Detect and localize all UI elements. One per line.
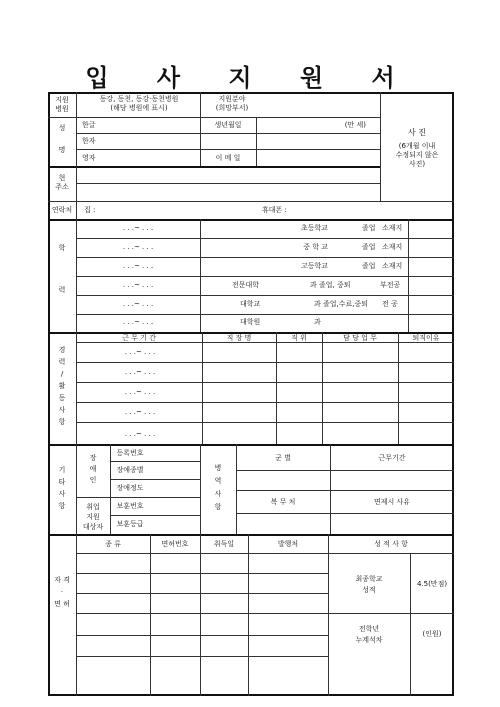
school-location: 전 공: [382, 300, 398, 308]
license-section-label: 자 격 · 면 허: [54, 576, 70, 608]
school-label: 중 학 교: [303, 243, 328, 251]
license-header-grades: 성 적 사 항: [374, 540, 408, 548]
education-section-a: 학: [58, 244, 66, 252]
mil-type-label: 복 무 처: [270, 498, 296, 506]
field-note: (희망부서): [215, 104, 249, 112]
school-status: 졸업: [362, 243, 376, 251]
rank-label: 전학년 누계석차: [355, 625, 383, 644]
license-header-issuer: 발행처: [277, 540, 299, 548]
age-label: (만 세): [344, 121, 366, 129]
school-location: 소재지: [382, 224, 403, 232]
school-label: 초등학교: [300, 224, 328, 232]
name-english-label: 영자: [82, 154, 96, 162]
school-location: 소재지: [382, 243, 403, 251]
school-status: 졸업: [362, 224, 376, 232]
field-label: 지원분야: [218, 95, 246, 103]
career-period: . . .~ . . .: [124, 348, 156, 356]
school-label: 전문대학: [232, 281, 260, 289]
address-input[interactable]: [78, 168, 378, 199]
name-section-a: 성: [58, 124, 66, 132]
name-hangul-label: 한글: [82, 121, 96, 129]
education-period: . . .~ . . .: [122, 243, 154, 251]
apply-section-label: 지원 병원: [55, 96, 69, 113]
career-header-period: 근 무 기 간: [122, 334, 156, 342]
dis-degree-label: 장애정도: [116, 484, 144, 492]
name-section-b: 명: [58, 146, 66, 154]
birth-label: 생년월일: [214, 121, 242, 129]
school-label: 대학원: [240, 318, 261, 326]
email-label: 이 메 일: [215, 154, 241, 162]
education-period: . . .~ . . .: [122, 262, 154, 270]
school-status: 과 졸업, 중퇴: [310, 281, 351, 289]
career-header-company: 직 장 명: [226, 334, 252, 342]
career-header-reason: 퇴직이유: [412, 334, 440, 342]
vet-grade-label: 보훈등급: [116, 520, 144, 528]
license-header-number: 면허번호: [161, 540, 189, 548]
school-location: 부전공: [380, 281, 401, 289]
field-input[interactable]: [264, 95, 376, 115]
school-status: 과 졸업,수료,중퇴: [314, 300, 369, 308]
dis-reg-label: 등록번호: [116, 449, 144, 457]
career-header-position: 직 위: [291, 334, 307, 342]
license-header-date: 취득일: [213, 540, 235, 548]
mobile-phone-label: 휴대폰 :: [262, 206, 287, 214]
school-label: 대학교: [240, 300, 261, 308]
career-period: . . .~ . . .: [124, 408, 156, 416]
career-period: . . .~ . . .: [124, 430, 156, 438]
education-period: . . .~ . . .: [122, 224, 154, 232]
school-status: 졸업: [362, 262, 376, 270]
license-header-type: 종 류: [105, 540, 121, 548]
career-section-label: 경 력 / 활 동 사 항: [58, 346, 66, 426]
career-header-duty: 담 당 업 무: [343, 334, 377, 342]
photo-label: 사 진: [408, 128, 426, 137]
career-period: . . .~ . . .: [124, 368, 156, 376]
grade-label: 최종학교 성적: [355, 575, 383, 594]
contact-label: 연락처: [51, 206, 73, 214]
name-hanja-label: 한자: [82, 137, 96, 145]
education-period: . . .~ . . .: [122, 318, 154, 326]
disability-label: 장 애 인: [89, 454, 97, 484]
school-location: 소재지: [382, 262, 403, 270]
education-section-b: 력: [58, 286, 66, 294]
hospital-note: (해당 병원에 표시): [110, 104, 168, 112]
veteran-label: 취업 지원 대상자: [82, 503, 104, 531]
home-phone-label: 집 :: [84, 206, 96, 214]
dis-type-label: 장애종별: [116, 466, 144, 474]
vet-no-label: 보훈번호: [116, 502, 144, 510]
military-label: 병 역 사 항: [214, 464, 222, 511]
hospital-options[interactable]: 동강, 동천, 동강·동천병원: [99, 95, 179, 103]
mil-reason-label: 면제시 사유: [373, 498, 411, 506]
rank-value: (인원): [422, 630, 442, 638]
page-title: 입 사 지 원 서: [85, 64, 415, 92]
career-period: . . .~ . . .: [124, 388, 156, 396]
mil-period-label: 근무기간: [378, 454, 406, 462]
mil-branch-label: 군 별: [275, 454, 291, 462]
school-status: 과: [314, 318, 321, 326]
school-label: 고등학교: [300, 262, 328, 270]
grade-value: 4.5(만점): [416, 580, 448, 588]
photo-note: (6개월 이내 수정되지 않은 사진): [395, 142, 439, 168]
education-period: . . .~ . . .: [122, 300, 154, 308]
education-period: . . .~ . . .: [122, 281, 154, 289]
address-label: 현 주소: [55, 174, 69, 191]
other-section-label: 기 타 사 항: [58, 466, 66, 510]
